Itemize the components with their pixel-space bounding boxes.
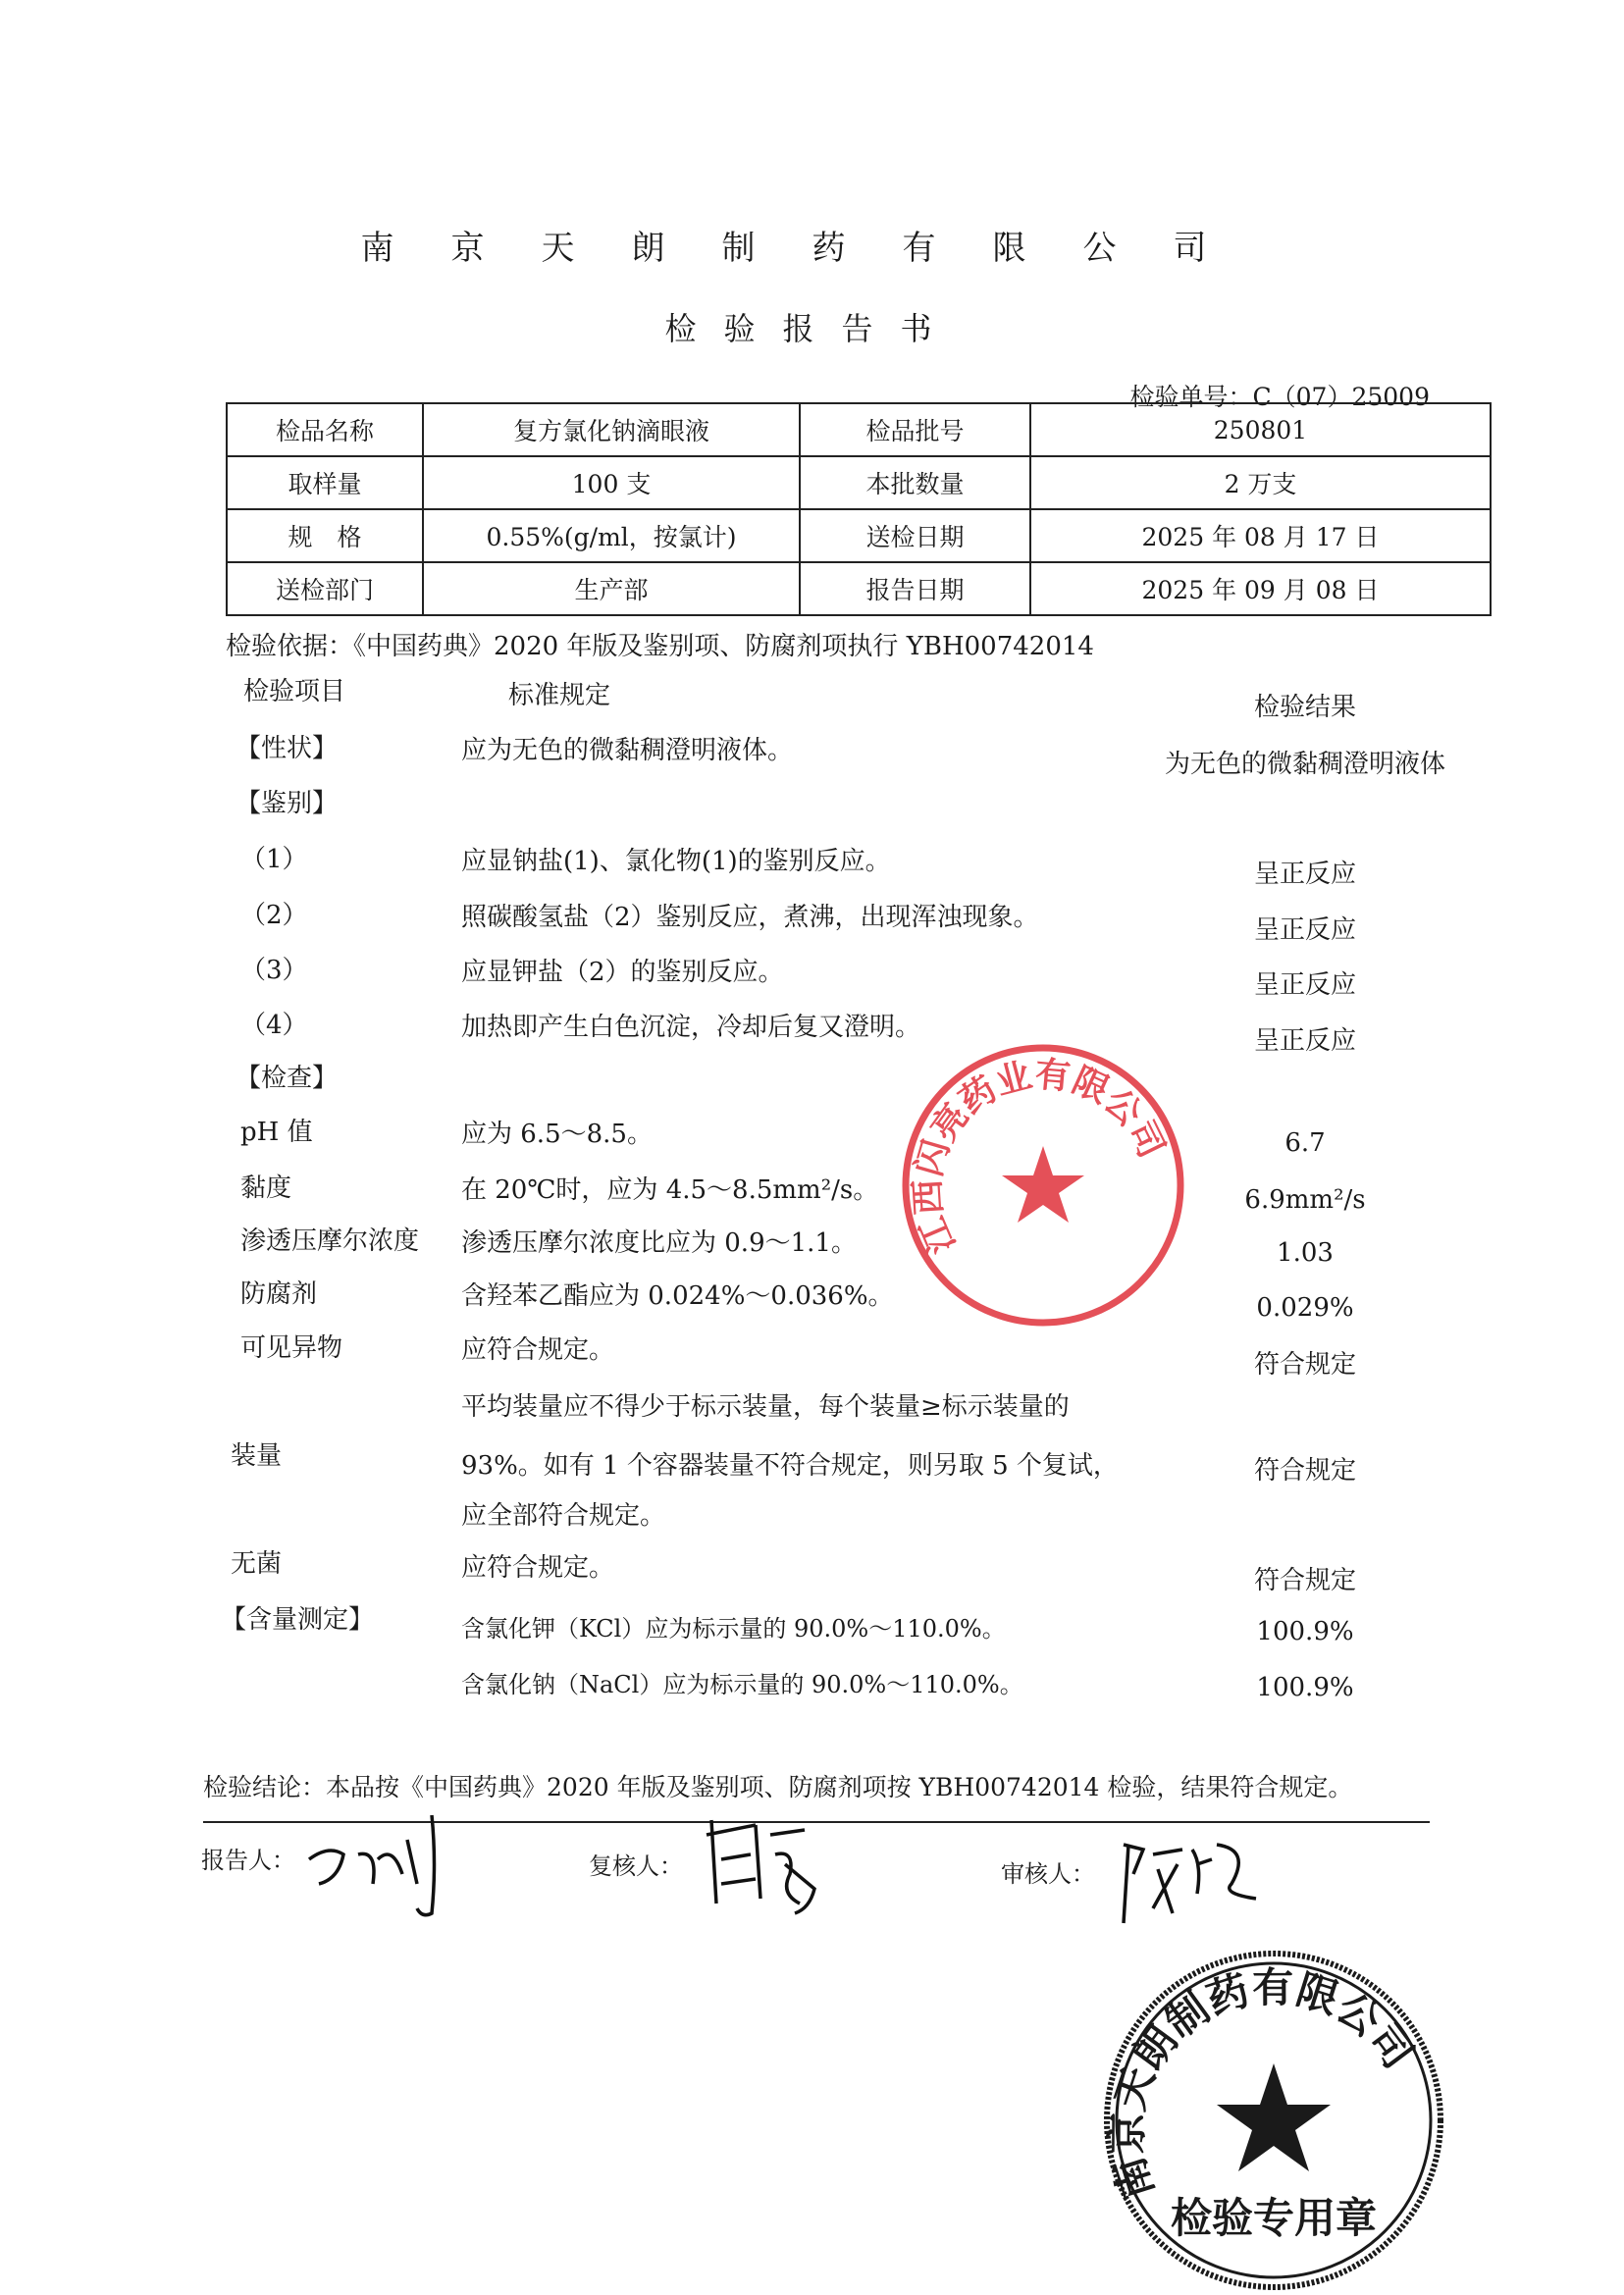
report-number: 检验单号：C（07）25009 xyxy=(1129,383,1430,411)
standard-text: 平均装量应不得少于标示装量，每个装量≥标示装量的 xyxy=(461,1392,1070,1422)
item-label: 装量 xyxy=(231,1441,283,1471)
item-label: 渗透压摩尔浓度 xyxy=(240,1226,420,1256)
value-cell: 250801 xyxy=(1030,403,1491,456)
item-label: （3） xyxy=(240,956,308,985)
item-label: （4） xyxy=(240,1011,308,1040)
result-text: 符合规定 xyxy=(1253,1350,1356,1380)
table-row xyxy=(227,509,1491,562)
item-label: （1） xyxy=(240,845,308,874)
result-text: 6.9mm²/s xyxy=(1244,1185,1366,1215)
result-text: 呈正反应 xyxy=(1253,860,1356,889)
label-cell: 检品批号 xyxy=(800,403,1030,456)
sample-info-table xyxy=(226,402,1492,616)
result-text: 符合规定 xyxy=(1253,1456,1356,1486)
label-cell: 报告日期 xyxy=(800,562,1030,615)
label-cell: 本批数量 xyxy=(800,456,1030,509)
item-label: （2） xyxy=(240,901,308,930)
result-text: 为无色的微黏稠澄明液体 xyxy=(1164,750,1445,779)
result-text: 呈正反应 xyxy=(1253,915,1356,945)
result-text: 6.7 xyxy=(1284,1128,1326,1158)
standard-text: 应为 6.5～8.5。 xyxy=(461,1120,653,1149)
standard-text: 照碳酸氢盐（2）鉴别反应，煮沸，出现浑浊现象。 xyxy=(461,903,1039,932)
item-label: 黏度 xyxy=(240,1174,292,1203)
standard-text: 93%。如有 1 个容器装量不符合规定，则另取 5 个复试， xyxy=(461,1451,1119,1481)
standard-text: 应显钠盐(1)、氯化物(1)的鉴别反应。 xyxy=(461,847,891,876)
black-inspection-stamp xyxy=(1101,1948,1446,2293)
column-header-result: 检验结果 xyxy=(1253,693,1356,722)
result-text: 呈正反应 xyxy=(1253,970,1356,1000)
table-row xyxy=(227,456,1491,509)
result-text: 100.9% xyxy=(1256,1673,1354,1702)
standard-text: 在 20℃时，应为 4.5～8.5mm²/s。 xyxy=(461,1175,879,1205)
company-name: 南京天朗制药有限公司 xyxy=(360,229,1264,268)
result-text: 1.03 xyxy=(1277,1238,1334,1268)
item-label: 【检查】 xyxy=(236,1064,339,1093)
reviewer-signature xyxy=(697,1805,824,1923)
label-cell: 送检部门 xyxy=(227,562,423,615)
conclusion: 检验结论：本品按《中国药典》2020 年版及鉴别项、防腐剂项按 YBH00742014 检验，结果符合规定。 xyxy=(203,1773,1353,1801)
item-label: 可见异物 xyxy=(240,1333,343,1363)
standard-text: 含羟苯乙酯应为 0.024%～0.036%。 xyxy=(461,1281,894,1311)
approver-label: 审核人： xyxy=(1001,1860,1095,1888)
table-row xyxy=(227,562,1491,615)
standard-text: 含氯化钾（KCl）应为标示量的 90.0%～110.0%。 xyxy=(461,1615,1006,1643)
svg-text:南京天朗制药有限公司 xyxy=(1103,1963,1423,2205)
standard-text: 渗透压摩尔浓度比应为 0.9～1.1。 xyxy=(461,1228,857,1258)
table-row xyxy=(227,403,1491,456)
test-basis: 检验依据：《中国药典》2020 年版及鉴别项、防腐剂项执行 YBH00742014 xyxy=(226,632,1094,661)
standard-text: 应全部符合规定。 xyxy=(461,1501,666,1531)
standard-text: 含氯化钠（NaCl）应为标示量的 90.0%～110.0%。 xyxy=(461,1671,1023,1698)
reporter-signature xyxy=(299,1805,456,1923)
item-label: 防腐剂 xyxy=(240,1279,318,1309)
label-cell: 取样量 xyxy=(227,456,423,509)
standard-text: 应符合规定。 xyxy=(461,1553,615,1583)
result-text: 符合规定 xyxy=(1253,1566,1356,1595)
label-cell: 规 格 xyxy=(227,509,423,562)
value-cell: 生产部 xyxy=(423,562,800,615)
column-header-item: 检验项目 xyxy=(243,677,346,706)
result-text: 100.9% xyxy=(1256,1617,1354,1646)
stamp-text: 南京天朗制药有限公司 xyxy=(1102,1963,1423,2206)
item-label: 【性状】 xyxy=(236,734,339,763)
standard-text: 加热即产生白色沉淀，冷却后复又澄明。 xyxy=(461,1013,921,1042)
value-cell: 2025 年 09 月 08 日 xyxy=(1030,562,1491,615)
approver-signature xyxy=(1114,1825,1271,1933)
value-cell: 复方氯化钠滴眼液 xyxy=(423,403,800,456)
value-cell: 2025 年 08 月 17 日 xyxy=(1030,509,1491,562)
item-label: pH 值 xyxy=(240,1118,313,1147)
standard-text: 应显钾盐（2）的鉴别反应。 xyxy=(461,958,784,987)
value-cell: 100 支 xyxy=(423,456,800,509)
label-cell: 送检日期 xyxy=(800,509,1030,562)
stamp-bottom-text: 检验专用章 xyxy=(1170,2194,1378,2242)
standard-text: 应符合规定。 xyxy=(461,1335,615,1365)
reviewer-label: 复核人： xyxy=(589,1852,683,1880)
stamp-text: 江西闪亮药业有限公司 xyxy=(907,1053,1173,1260)
item-label: 无菌 xyxy=(231,1549,283,1579)
red-quality-stamp xyxy=(898,1040,1188,1330)
item-label: 【含量测定】 xyxy=(221,1605,375,1635)
value-cell: 2 万支 xyxy=(1030,456,1491,509)
label-cell: 检品名称 xyxy=(227,403,423,456)
value-cell: 0.55%(g/ml，按氯计) xyxy=(423,509,800,562)
document-title: 检验报告书 xyxy=(664,310,960,347)
standard-text: 应为无色的微黏稠澄明液体。 xyxy=(461,736,794,765)
result-text: 0.029% xyxy=(1256,1293,1354,1323)
item-label: 【鉴别】 xyxy=(236,789,339,818)
reporter-label: 报告人： xyxy=(201,1847,295,1874)
column-header-standard: 标准规定 xyxy=(508,681,611,710)
result-text: 呈正反应 xyxy=(1253,1026,1356,1056)
